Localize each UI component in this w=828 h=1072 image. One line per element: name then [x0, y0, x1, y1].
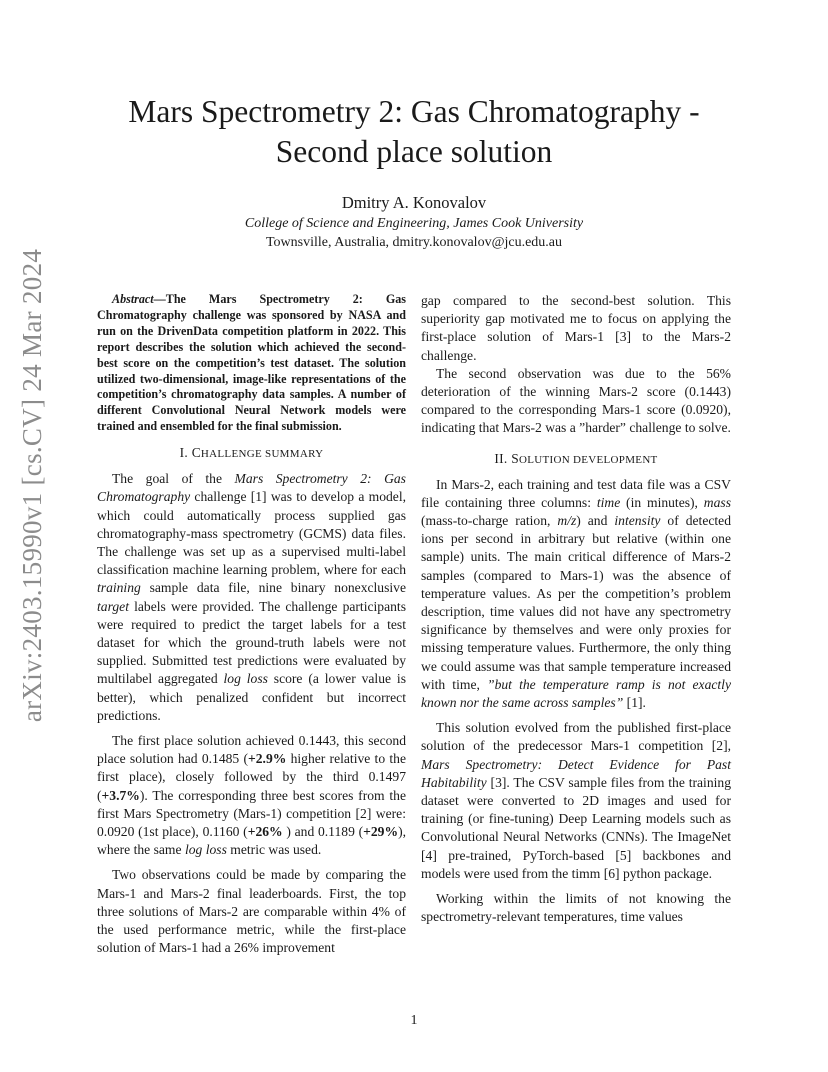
text-run: In Mars-2, each training and test data file was a CSV file containing three columns: [421, 476, 731, 510]
section-numeral: I. [179, 445, 192, 461]
text-run: (mass-to-charge ration, [421, 513, 558, 529]
abstract-label: Abstract [112, 292, 154, 306]
text-run: intensity [614, 513, 661, 529]
text-run: score (a lower value is better), which penalized confident but incorrect predictions. [97, 671, 406, 723]
text-run: The first place solution achieved 0.1443, this second place solution had 0.1485 ( [97, 733, 406, 767]
text-run: ) and 0.1189 ( [282, 824, 364, 840]
text-run: log loss [223, 671, 268, 687]
text-run: Mars Spectrometry 2: Gas Chromatography [97, 471, 406, 505]
paragraph [97, 732, 406, 859]
right-column [421, 292, 731, 927]
text-run: The goal of the [112, 471, 235, 487]
paragraph: gap compared to the second-best solution. This superiority gap motivated me to focus on applying the first-place solution of Mars-1 [3] to the Mars-2 challenge. [421, 293, 731, 363]
text-run: +2.9% [248, 751, 287, 767]
title-line-1: Mars Spectrometry 2: Gas Chromatography - [128, 94, 700, 129]
page-number: 1 [410, 1013, 418, 1028]
author-block [60, 193, 768, 252]
paragraph: Two observations could be made by comparing the Mars-1 and Mars-2 final leaderboards. First, the top three solutions of Mars-2 are comparable within 4% of the used performance metric, while the first-place solution of Mars-1 had a 26% improvement [97, 867, 406, 956]
text-run: target [97, 598, 129, 614]
text-run: higher relative to the first place), closely followed by the third 0.1497 ( [97, 751, 406, 803]
section-title-initial: C [191, 445, 201, 461]
text-run: log loss [184, 842, 227, 858]
text-run: +26% [247, 824, 283, 840]
text-run: ”but the temperature ramp is not exactly known nor the same across samples” [421, 676, 731, 711]
arxiv-identifier-stamp [2, 248, 64, 722]
section-title-initial: S [511, 450, 519, 466]
text-run: +3.7% [101, 787, 140, 803]
text-run: ). The corresponding three best scores from the first Mars Spectrometry (Mars-1) competition [2] were: 0.0920 (1st place), 0.1160 ( [97, 787, 406, 840]
section-heading-challenge-summary [97, 444, 406, 463]
section-title-rest: HALLENGE SUMMARY [200, 448, 324, 461]
author-location-email: Townsville, Australia, dmitry.konovalov@jcu.edu.au [265, 235, 562, 250]
paragraph [97, 470, 406, 725]
section-title-rest: OLUTION DEVELOPMENT [518, 453, 658, 466]
paragraph: The second observation was due to the 56% deterioration of the winning Mars-2 score (0.1443) compared to the corresponding Mars-1 score (0.0920), indicating that Mars-2 was a ”harder” challenge to solve. [421, 365, 731, 436]
text-run: challenge [1] was to develop a model, which could automatically process supplied gas chromatography-mass spectrometry (GCMS) data files. The challenge was set up as a supervised multi-label classification machine learning problem, where for each [97, 489, 406, 578]
author-name: Dmitry A. Konovalov [341, 193, 487, 212]
text-run: m/z [557, 513, 577, 529]
title-line-2: Second place solution [275, 134, 553, 169]
abstract-text: —The Mars Spectrometry 2: Gas Chromatography challenge was sponsored by NASA and run on the DrivenData competition platform in 2022. This report describes the solution which achieved the second-best score on the competition’s test dataset. The solution utilized two-dimensional, image-like representations of the competition’s chromatography data samples. A number of different Convolutional Neural Network models were trained and ensembled for the final submission. [97, 292, 406, 434]
arxiv-stamp-text: arXiv:2403.15990v1 [cs.CV] 24 Mar 2024 [17, 248, 48, 722]
text-run: mass [703, 494, 731, 510]
text-run: training [97, 580, 141, 596]
text-run: [1]. [623, 695, 646, 711]
paragraph [421, 719, 731, 883]
paragraph: Working within the limits of not knowing the spectrometry-relevant temperatures, time values [421, 891, 731, 925]
section-numeral: II. [494, 450, 512, 466]
paper-title [60, 92, 768, 172]
section-heading-solution-development [421, 450, 731, 469]
text-run: of detected ions per second in arbitrary but relative (within one sample) units. The main critical difference of Mars-2 samples (compared to Mars-1) was the absence of temperature values. As per the competition’s problem description, time values did not have any spectrometry significance by themselves and were only proxies for missing temperature values. Furthermore, the only thing we could assume was that sample temperature increased with time, [421, 513, 731, 692]
text-run: ), where the same [97, 824, 406, 858]
text-run: [3]. The CSV sample files from the training dataset were converted to 2D images and used for training (or fine-tuning) Deep Learning models such as Convolutional Neural Networks (CNNs). The ImageNet [4] pre-trained, PyTorch-based [5] backbones and models were used from the timm [6] python package. [421, 774, 731, 881]
author-affiliation: College of Science and Engineering, James Cook University [244, 216, 584, 231]
abstract [97, 292, 406, 435]
text-run: time [596, 494, 621, 510]
text-run: ) and [576, 513, 615, 529]
left-column [97, 292, 406, 957]
text-run: +29% [363, 824, 399, 840]
text-run: labels were provided. The challenge participants were required to predict the target labels for a test dataset for which the ground-truth labels were not supplied. Submitted test predictions were evaluated by multilabel aggregated [97, 598, 406, 687]
text-run: sample data file, nine binary nonexclusive [140, 580, 406, 596]
text-run: metric was used. [226, 842, 322, 858]
paragraph [421, 476, 731, 713]
text-run: (in minutes), [620, 494, 704, 510]
text-run: This solution evolved from the published first-place solution of the predecessor Mars-1 competition [2], [421, 720, 731, 754]
text-run: Mars Spectrometry: Detect Evidence for Past Habitability [421, 756, 731, 790]
